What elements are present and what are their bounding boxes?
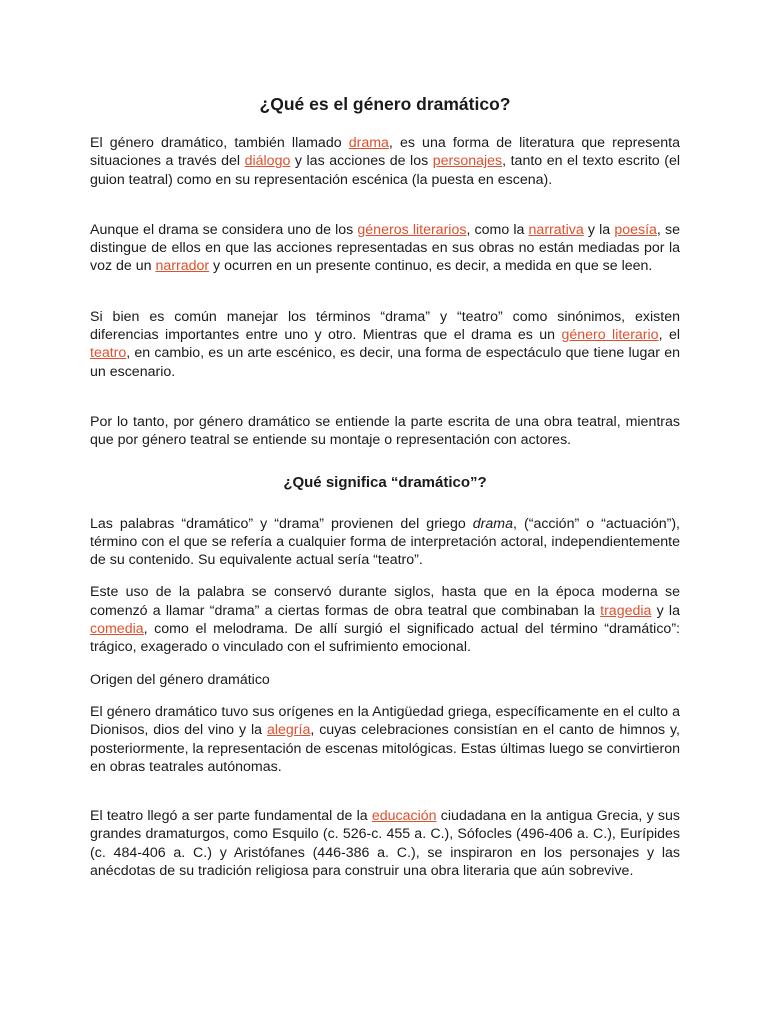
paragraph bbox=[90, 515, 680, 570]
paragraph bbox=[90, 221, 680, 276]
page-title: ¿Qué es el género dramático? bbox=[259, 94, 511, 114]
paragraph bbox=[90, 134, 680, 189]
paragraph-text: Las palabras “dramático” y “drama” provienen del griego bbox=[90, 515, 473, 532]
link-alegria[interactable]: alegría bbox=[266, 722, 311, 739]
link-poesia[interactable]: poesía bbox=[614, 221, 657, 238]
section-heading: ¿Qué significa “dramático”? bbox=[283, 473, 487, 491]
paragraph-text: , cuyas celebraciones consistían en el canto de himnos y, posteriormente, la representación de escenas mitológicas. Estas últimas luego se convirtieron en obras teatrales autónomas. bbox=[90, 722, 681, 775]
subheading-text bbox=[90, 671, 680, 689]
paragraph bbox=[90, 807, 680, 880]
link-narrador[interactable]: narrador bbox=[155, 258, 210, 275]
link-tragedia[interactable]: tragedia bbox=[600, 602, 652, 619]
paragraph-text: , (“acción” o “actuación”), término con el que se refería a cualquier forma de interpretación actoral, independientemente de su contenido. Su equivalente actual sería “teatro”. bbox=[90, 515, 680, 569]
paragraph-text: , el bbox=[658, 327, 680, 344]
paragraph-text: , como la bbox=[466, 221, 529, 238]
paragraph-text: El teatro llegó a ser parte fundamental de la bbox=[90, 808, 372, 825]
paragraph-text: , tanto en el texto escrito (el guion teatral) como en su representación escénica (la puesta en escena). bbox=[90, 153, 680, 188]
link-dialogo[interactable]: diálogo bbox=[244, 153, 291, 170]
paragraph-text: Este uso de la palabra se conservó durante siglos, hasta que en la época moderna se comenzó a llamar “drama” a ciertas formas de obra teatral que combinaban la bbox=[90, 584, 680, 619]
paragraph-text: Aunque el drama se considera uno de los bbox=[90, 221, 358, 238]
link-personajes[interactable]: personajes bbox=[432, 153, 503, 170]
paragraph bbox=[90, 308, 680, 381]
link-comedia[interactable]: comedia bbox=[90, 621, 144, 638]
paragraph-text: ciudadana en la antigua Grecia, y sus grandes dramaturgos, como Esquilo (c. 526-c. 455 a. C.), Sófocles (496-406 a. C.), Eurípides (c. 484-406 a. C.) y Aristófanes (446-386 a. C.), se inspiraron en los personajes y las anécdotas de su tradición religiosa para construir una obra literaria que aún sobrevive. bbox=[90, 808, 680, 880]
paragraph-text: y ocurren en un presente continuo, es decir, a medida en que se leen. bbox=[209, 258, 653, 275]
paragraph-text: Por lo tanto, por género dramático se entiende la parte escrita de una obra teatral, mientras que por género teatral se entiende su montaje o representación con actores. bbox=[90, 413, 680, 449]
paragraph-text: y la bbox=[583, 221, 615, 238]
paragraph-text: Origen del género dramático bbox=[90, 671, 270, 688]
link-educacion[interactable]: educación bbox=[371, 808, 437, 825]
paragraph-text: , como el melodrama. De allí surgió el significado actual del término “dramático”: trágico, exagerado o vinculado con el sufrimiento emocional. bbox=[90, 621, 680, 656]
paragraph-text: El género dramático, también llamado bbox=[90, 135, 349, 151]
paragraph-text: , en cambio, es un arte escénico, es decir, una forma de espectáculo que tiene lugar en un escenario. bbox=[90, 345, 680, 380]
link-drama[interactable]: drama bbox=[348, 135, 389, 151]
paragraph bbox=[90, 583, 680, 656]
link-genero-literario[interactable]: género literario bbox=[561, 327, 659, 344]
paragraph bbox=[90, 413, 680, 450]
paragraph-text: y las acciones de los bbox=[290, 153, 433, 170]
link-teatro[interactable]: teatro bbox=[90, 345, 127, 362]
paragraph-text: , es una forma de literatura que representa situaciones a través del bbox=[90, 135, 680, 170]
paragraph bbox=[90, 703, 680, 776]
link-generos-literarios[interactable]: géneros literarios bbox=[357, 221, 467, 238]
paragraph-text: , se distingue de ellos en que las acciones representadas en sus obras no están mediadas por la voz de un bbox=[90, 221, 680, 275]
paragraph-text: y la bbox=[651, 602, 680, 619]
paragraph-text: Si bien es común manejar los términos “drama” y “teatro” como sinónimos, existen diferencias importantes entre uno y otro. Mientras que el drama es un bbox=[90, 308, 680, 344]
italic-term: drama bbox=[472, 515, 514, 532]
paragraph-text: El género dramático tuvo sus orígenes en la Antigüedad griega, específicamente en el culto a Dionisos, dios del vino y la bbox=[90, 703, 680, 739]
link-narrativa[interactable]: narrativa bbox=[528, 221, 584, 238]
